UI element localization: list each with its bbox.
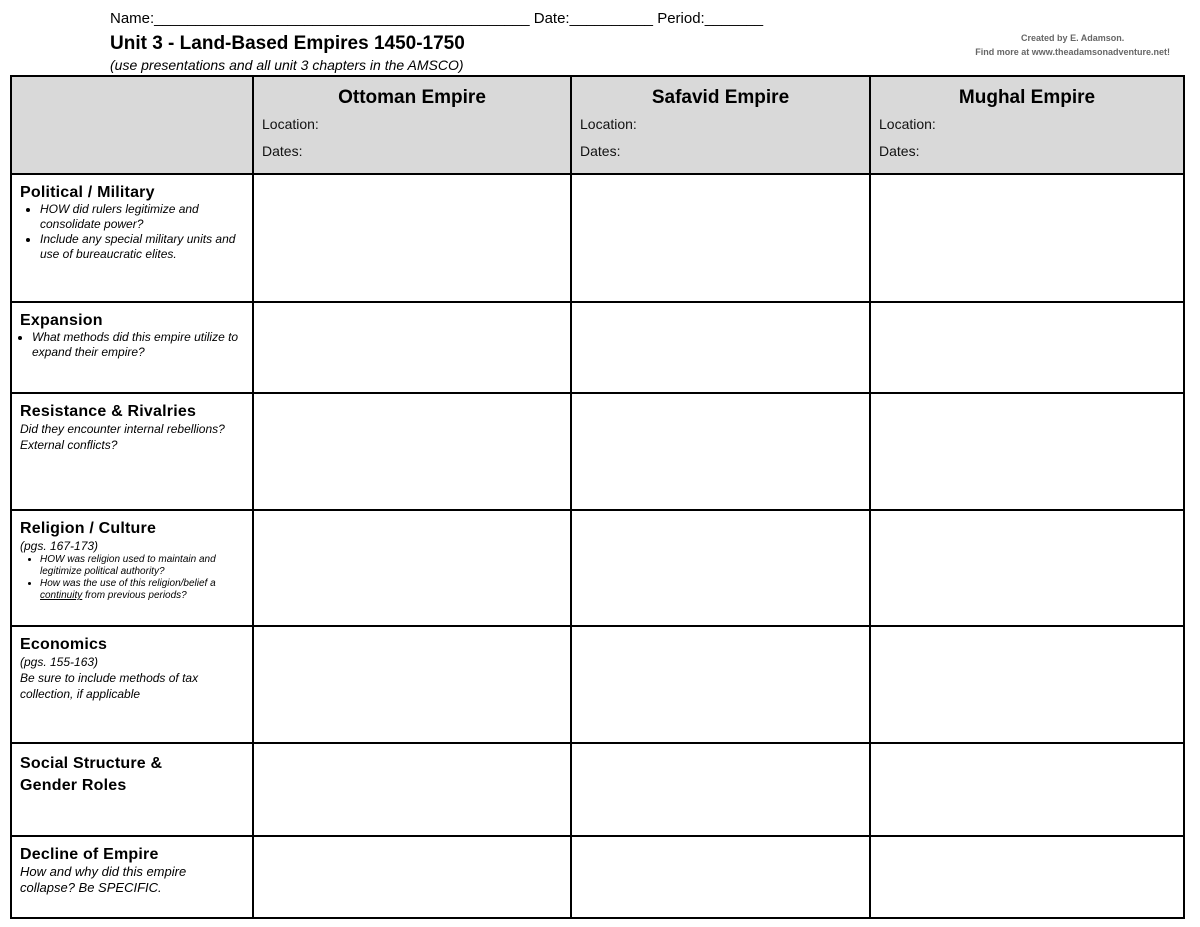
empire-name: Safavid Empire [651,87,790,108]
prompt-item: • What methods did this empire utilize to expand their empire? [32,330,244,360]
answer-cell[interactable] [253,626,571,743]
row-title: Decline of Empire [20,846,159,863]
location-field[interactable]: Location: [879,116,936,132]
dates-field[interactable]: Dates: [879,143,920,159]
row-header-resistance [11,393,253,510]
table-row [11,393,1184,510]
table-header-row [11,76,1184,174]
column-header-mughal [870,76,1184,174]
location-field[interactable]: Location: [262,116,319,132]
row-header-political [11,174,253,302]
row-title: Social Structure & Gender Roles [20,755,163,794]
empire-name: Mughal Empire [958,87,1096,108]
row-header-social [11,743,253,836]
name-date-period-line[interactable]: Name:_____________________________________________ Date:__________ Period:_______ [110,10,764,27]
column-header-safavid [571,76,870,174]
empire-comparison-table [10,75,1185,919]
page-reference: (pgs. 155-163) [20,655,99,669]
row-header-religion [11,510,253,626]
answer-cell[interactable] [253,510,571,626]
prompt-text: How was the use of this religion/belief a [40,578,216,589]
row-title: Economics [20,636,108,653]
prompt-item [40,578,244,602]
answer-cell[interactable] [571,836,870,918]
prompt-list [20,330,244,360]
column-header-ottoman [253,76,571,174]
answer-cell[interactable] [571,393,870,510]
prompt-list [20,554,244,602]
table-row [11,836,1184,918]
answer-cell[interactable] [870,393,1184,510]
answer-cell[interactable] [571,174,870,302]
row-title: Resistance & Rivalries [20,403,197,420]
answer-cell[interactable] [253,393,571,510]
answer-cell[interactable] [571,302,870,393]
credit-note [975,31,1170,59]
row-header-economics [11,626,253,743]
answer-cell[interactable] [253,174,571,302]
row-title: Expansion [20,312,103,329]
credit-line-1: Created by E. Adamson. [1021,33,1125,43]
row-header-expansion [11,302,253,393]
corner-cell [11,76,253,174]
row-title: Religion / Culture [20,520,157,537]
row-prompt: How and why did this empire collapse? Be SPECIFIC. [20,864,187,895]
table-row [11,510,1184,626]
answer-cell[interactable] [870,743,1184,836]
dates-field[interactable]: Dates: [580,143,621,159]
prompt-list [20,202,244,262]
answer-cell[interactable] [253,836,571,918]
answer-cell[interactable] [571,743,870,836]
answer-cell[interactable] [870,510,1184,626]
page-subtitle: (use presentations and all unit 3 chapters in the AMSCO) [110,57,464,73]
row-prompt: Did they encounter internal rebellions? External conflicts? [20,422,225,452]
prompt-item: • Include any special military units and use of bureaucratic elites. [40,232,244,262]
answer-cell[interactable] [870,626,1184,743]
answer-cell[interactable] [870,836,1184,918]
empire-name: Ottoman Empire [338,87,486,108]
prompt-item: • HOW was religion used to maintain and legitimize political authority? [40,554,244,578]
row-prompt: Be sure to include methods of tax collection, if applicable [20,671,199,701]
answer-cell[interactable] [870,174,1184,302]
table-row [11,626,1184,743]
table-row [11,743,1184,836]
page-title: Unit 3 - Land-Based Empires 1450-1750 [110,33,465,54]
prompt-text: from previous periods? [82,590,187,601]
answer-cell[interactable] [571,626,870,743]
page-reference: (pgs. 167-173) [20,539,99,553]
location-field[interactable]: Location: [580,116,637,132]
table-row [11,174,1184,302]
table-row [11,302,1184,393]
row-title: Political / Military [20,184,155,201]
answer-cell[interactable] [253,743,571,836]
answer-cell[interactable] [571,510,870,626]
answer-cell[interactable] [253,302,571,393]
prompt-item: • HOW did rulers legitimize and consolidate power? [40,202,244,232]
row-header-decline [11,836,253,918]
credit-line-2: Find more at www.theadamsonadventure.net! [975,47,1170,57]
dates-field[interactable]: Dates: [262,143,303,159]
answer-cell[interactable] [870,302,1184,393]
prompt-underlined-word: continuity [40,590,83,601]
